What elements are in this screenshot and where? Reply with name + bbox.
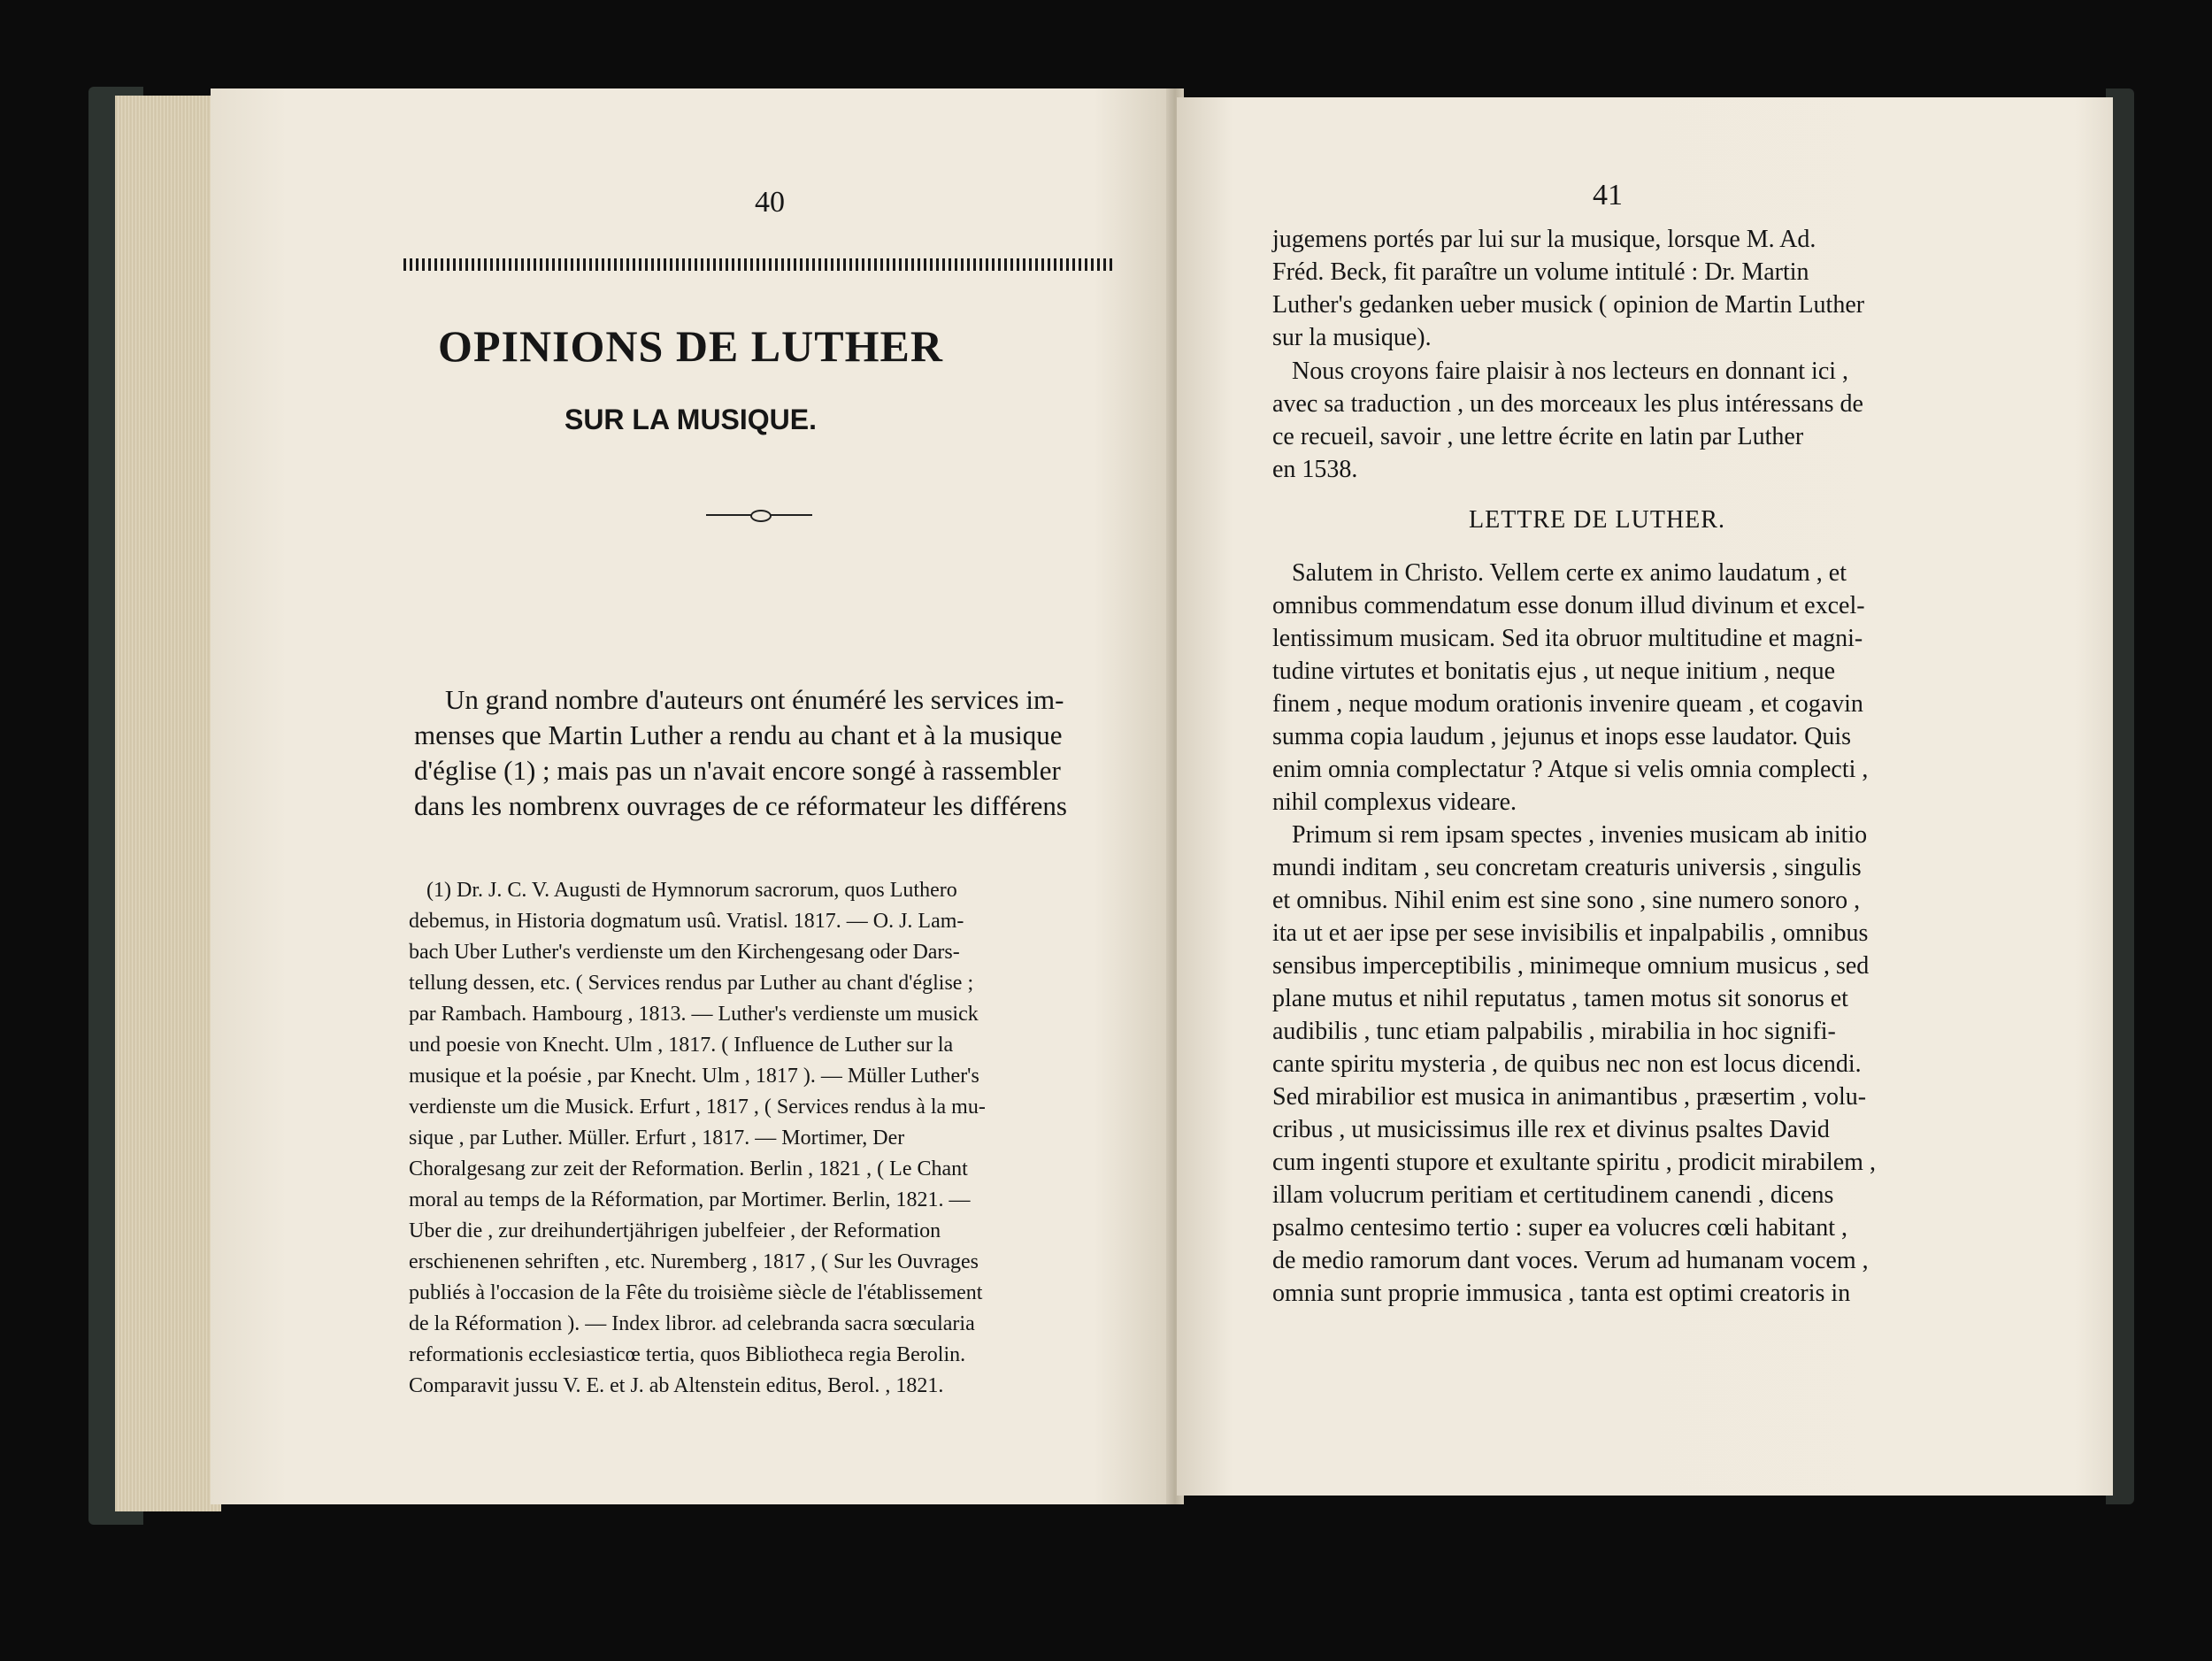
body-line: sensibus imperceptibilis , minimeque omnium musicus , sed bbox=[1272, 952, 1870, 980]
footnote-line: par Rambach. Hambourg , 1813. — Luther's verdienste um musick bbox=[409, 1003, 979, 1026]
body-line: enim omnia complectatur ? Atque si velis omnia complecti , bbox=[1272, 756, 1869, 783]
body-line: ce recueil, savoir , une lettre écrite en latin par Luther bbox=[1272, 423, 1804, 450]
body-line: Luther's gedanken ueber musick ( opinion de Martin Luther bbox=[1272, 291, 1865, 319]
body-line: cribus , ut musicissimus ille rex et divinus psaltes David bbox=[1272, 1116, 1830, 1143]
body-line: ita ut et aer ipse per sese invisibilis et inpalpabilis , omnibus bbox=[1272, 919, 1869, 947]
body-line: avec sa traduction , un des morceaux les plus intéressans de bbox=[1272, 390, 1863, 418]
body-line: Salutem in Christo. Vellem certe ex animo laudatum , et bbox=[1292, 559, 1847, 587]
footnote-line: und poesie von Knecht. Ulm , 1817. ( Influence de Luther sur la bbox=[409, 1034, 954, 1057]
body-line: sur la musique). bbox=[1272, 324, 1432, 351]
footnote-line: publiés à l'occasion de la Fête du troisième siècle de l'établissement bbox=[409, 1281, 983, 1304]
body-line: Sed mirabilior est musica in animantibus , præsertim , volu- bbox=[1272, 1083, 1867, 1111]
body-line: jugemens portés par lui sur la musique, lorsque M. Ad. bbox=[1272, 226, 1816, 253]
body-line: Un grand nombre d'auteurs ont énuméré les services im- bbox=[445, 684, 1064, 715]
footnote-line: debemus, in Historia dogmatum usû. Vratisl. 1817. — O. J. Lam- bbox=[409, 910, 964, 933]
page-title: OPINIONS DE LUTHER bbox=[438, 321, 943, 371]
footnote-line: bach Uber Luther's verdienste um den Kirchengesang oder Dars- bbox=[409, 941, 960, 964]
footnote-line: de la Réformation ). — Index libror. ad celebranda sacra sœcularia bbox=[409, 1312, 975, 1335]
page-subtitle: SUR LA MUSIQUE. bbox=[564, 404, 818, 435]
footnote-line: Comparavit jussu V. E. et J. ab Altenstein editus, Berol. , 1821. bbox=[409, 1374, 944, 1397]
body-line: summa copia laudum , jejunus et inops esse laudator. Quis bbox=[1272, 723, 1852, 750]
footnote-line: moral au temps de la Réformation, par Mortimer. Berlin, 1821. — bbox=[409, 1188, 971, 1211]
footnote-line: musique et la poésie , par Knecht. Ulm , 1817 ). — Müller Luther's bbox=[409, 1065, 979, 1088]
footnote-line: erschienenen sehriften , etc. Nuremberg , 1817 , ( Sur les Ouvrages bbox=[409, 1250, 979, 1273]
body-line: Primum si rem ipsam spectes , invenies musicam ab initio bbox=[1292, 821, 1868, 849]
footnote-line: tellung dessen, etc. ( Services rendus par Luther au chant d'église ; bbox=[409, 972, 974, 995]
body-line: tudine virtutes et bonitatis ejus , ut neque initium , neque bbox=[1272, 657, 1836, 685]
body-line: de medio ramorum dant voces. Verum ad humanam vocem , bbox=[1272, 1247, 1869, 1274]
body-line: d'église (1) ; mais pas un n'avait encore songé à rassembler bbox=[414, 755, 1061, 786]
footnote-line: Choralgesang zur zeit der Reformation. Berlin , 1821 , ( Le Chant bbox=[409, 1157, 968, 1180]
body-line: et omnibus. Nihil enim est sine sono , sine numero sonoro , bbox=[1272, 887, 1861, 914]
body-line: omnia sunt proprie immusica , tanta est optimi creatoris in bbox=[1272, 1280, 1851, 1307]
body-line: plane mutus et nihil reputatus , tamen motus sit sonorus et bbox=[1272, 985, 1848, 1012]
title-divider bbox=[706, 514, 812, 516]
letter-heading: LETTRE DE LUTHER. bbox=[1469, 506, 1725, 534]
body-line: menses que Martin Luther a rendu au chant et à la musique bbox=[414, 719, 1063, 750]
body-line: cum ingenti stupore et exultante spiritu , prodicit mirabilem , bbox=[1272, 1149, 1876, 1176]
body-line: Fréd. Beck, fit paraître un volume intitulé : Dr. Martin bbox=[1272, 258, 1809, 286]
page-edges bbox=[115, 96, 221, 1511]
body-line: lentissimum musicam. Sed ita obruor multitudine et magni- bbox=[1272, 625, 1863, 652]
footnote-line: sique , par Luther. Müller. Erfurt , 1817. — Mortimer, Der bbox=[409, 1127, 905, 1150]
body-line: mundi inditam , seu concretam creaturis universis , singulis bbox=[1272, 854, 1862, 881]
footnote-line: Uber die , zur dreihundertjährigen jubelfeier , der Reformation bbox=[409, 1219, 941, 1242]
body-line: illam volucrum peritiam et certitudinem canendi , dicens bbox=[1272, 1181, 1834, 1209]
body-line: finem , neque modum orationis invenire queam , et cogavin bbox=[1272, 690, 1863, 718]
body-line: psalmo centesimo tertio : super ea volucres cœli habitant , bbox=[1272, 1214, 1848, 1242]
body-line: audibilis , tunc etiam palpabilis , mirabilia in hoc signifi- bbox=[1272, 1018, 1836, 1045]
body-line: cante spiritu mysteria , de quibus nec non est locus dicendi. bbox=[1272, 1050, 1862, 1078]
right-page bbox=[1177, 97, 2113, 1496]
body-line: nihil complexus videare. bbox=[1272, 788, 1517, 816]
left-page bbox=[211, 88, 1171, 1504]
body-line: Nous croyons faire plaisir à nos lecteurs en donnant ici , bbox=[1292, 358, 1849, 385]
header-ornament bbox=[403, 258, 1113, 271]
body-line: omnibus commendatum esse donum illud divinum et excel- bbox=[1272, 592, 1865, 619]
footnote-line: (1) Dr. J. C. V. Augusti de Hymnorum sacrorum, quos Luthero bbox=[426, 879, 957, 902]
footnote-line: reformationis ecclesiasticœ tertia, quos Bibliotheca regia Berolin. bbox=[409, 1343, 966, 1366]
body-line: dans les nombrenx ouvrages de ce réformateur les différens bbox=[414, 790, 1067, 821]
body-line: en 1538. bbox=[1272, 456, 1358, 483]
footnote-line: verdienste um die Musick. Erfurt , 1817 , ( Services rendus à la mu- bbox=[409, 1096, 986, 1119]
page-number-left: 40 bbox=[755, 186, 785, 219]
page-number-right: 41 bbox=[1593, 179, 1623, 211]
